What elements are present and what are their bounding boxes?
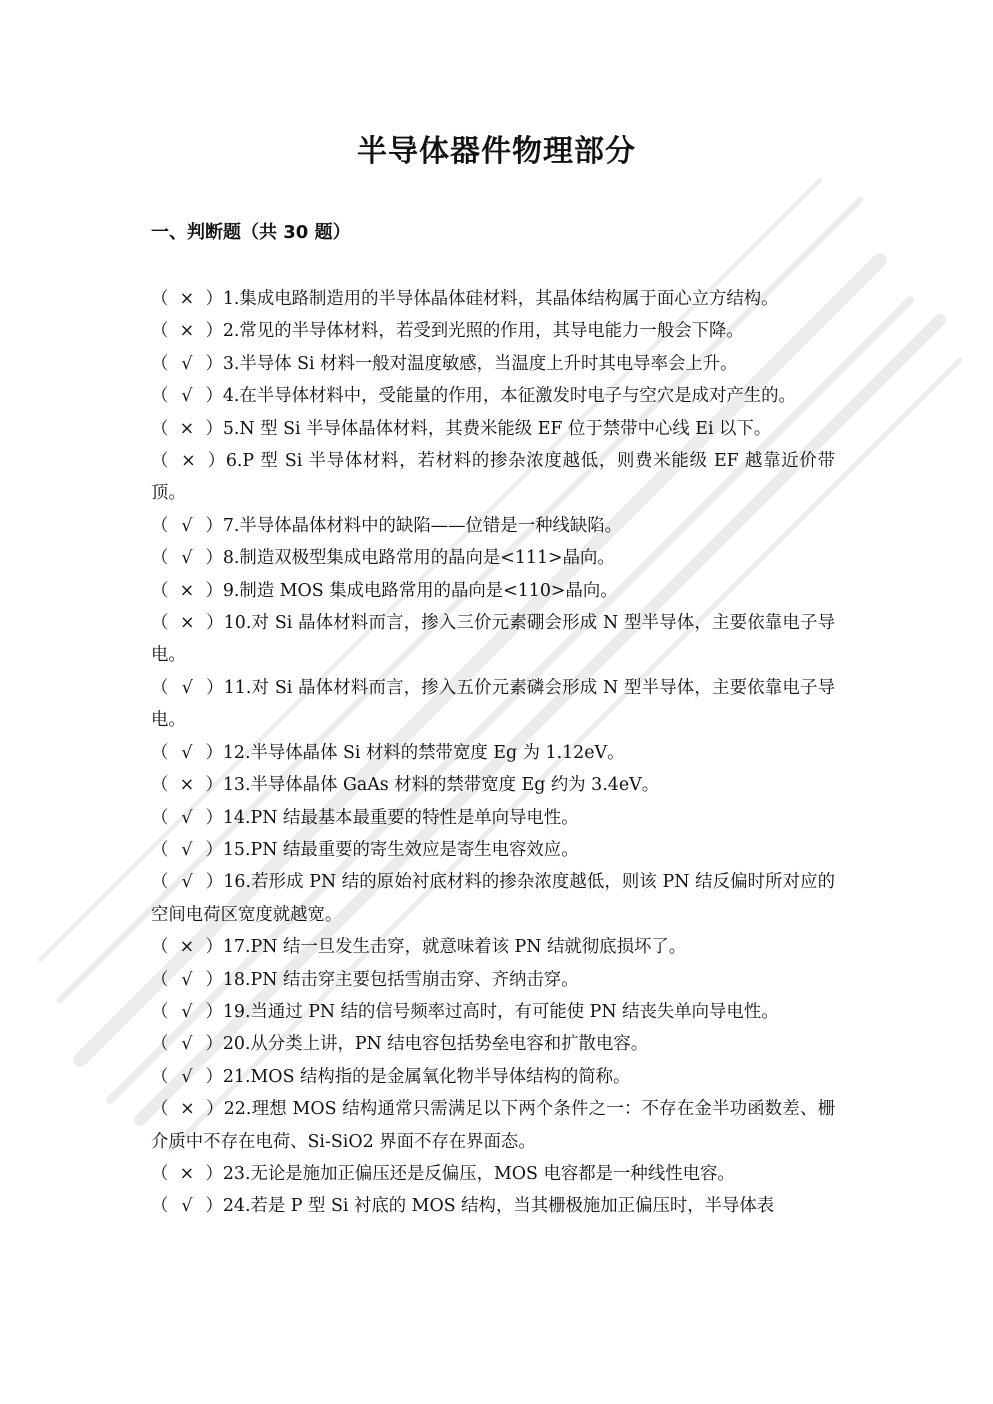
question-text: 15.PN 结最重要的寄生效应是寄生电容效应。	[222, 839, 579, 860]
question-item	[151, 834, 835, 866]
question-item	[151, 607, 835, 672]
answer-mark: （ √ ）	[151, 353, 223, 374]
answer-mark: （ √ ）	[151, 1034, 223, 1055]
answer-mark: （ √ ）	[151, 677, 224, 698]
answer-mark: （ × ）	[151, 289, 223, 309]
answer-mark: （ √ ）	[151, 1066, 223, 1087]
question-text: 11.对 Si 晶体材料而言，掺入五价元素磷会形成 N 型半导体，主要依靠电子导电。	[151, 677, 836, 731]
question-text: 3.半导体 Si 材料一般对温度敏感，当温度上升时其电导率会上升。	[222, 353, 738, 374]
question-text: 2.常见的半导体材料，若受到光照的作用，其导电能力一般会下降。	[222, 321, 744, 342]
question-text: 24.若是 P 型 Si 衬底的 MOS 结构，当其栅极施加正偏压时，半导体表	[222, 1196, 775, 1217]
question-text: 16.若形成 PN 结的原始衬底材料的掺杂浓度越低，则该 PN 结反偏时所对应的空间电荷区宽度就越宽。	[151, 872, 836, 925]
question-list	[151, 283, 835, 1223]
answer-mark: （ × ）	[151, 1099, 224, 1120]
answer-mark: （ × ）	[151, 418, 223, 439]
question-text: 17.PN 结一旦发生击穿，就意味着该 PN 结就彻底损坏了。	[222, 937, 687, 958]
question-text: 1.集成电路制造用的半导体晶体硅材料，其晶体结构属于面心立方结构。	[222, 289, 779, 309]
question-item	[151, 445, 835, 510]
question-text: 10.对 Si 晶体材料而言，掺入三价元素硼会形成 N 型半导体，主要依靠电子导电。	[151, 613, 836, 666]
question-text: 7.半导体晶体材料中的缺陷——位错是一种线缺陷。	[222, 515, 623, 536]
answer-mark: （ √ ）	[151, 515, 223, 536]
section-heading: 一、判断题（共 30 题）	[151, 222, 351, 243]
question-item	[151, 348, 835, 380]
answer-mark: （ × ）	[151, 321, 223, 342]
question-text: 8.制造双极型集成电路常用的晶向是<111>晶向。	[222, 548, 615, 569]
answer-mark: （ √ ）	[151, 548, 223, 569]
answer-mark: （ √ ）	[151, 386, 223, 407]
question-text: 14.PN 结最基本最重要的特性是单向导电性。	[222, 807, 579, 828]
question-text: 21.MOS 结构指的是金属氧化物半导体结构的简称。	[222, 1066, 631, 1087]
question-item	[151, 964, 835, 996]
question-item	[151, 769, 835, 801]
question-item	[151, 380, 835, 412]
answer-mark: （ √ ）	[151, 839, 223, 860]
question-item	[151, 802, 835, 834]
question-text: 5.N 型 Si 半导体晶体材料，其费米能级 EF 位于禁带中心线 Ei 以下。	[222, 418, 772, 439]
question-text: 13.半导体晶体 GaAs 材料的禁带宽度 Eg 约为 3.4eV。	[222, 775, 660, 796]
question-item	[151, 575, 835, 607]
answer-mark: （ √ ）	[151, 969, 223, 990]
question-item	[151, 1061, 835, 1093]
question-item	[151, 1028, 835, 1060]
answer-mark: （ √ ）	[151, 1001, 223, 1022]
question-item	[151, 315, 835, 347]
question-text: 4.在半导体材料中，受能量的作用，本征激发时电子与空穴是成对产生的。	[222, 386, 796, 407]
question-item	[151, 1190, 835, 1222]
answer-mark: （ × ）	[151, 1163, 223, 1184]
page-title: 半导体器件物理部分	[357, 134, 636, 169]
question-item	[151, 510, 835, 542]
question-item	[151, 996, 835, 1028]
answer-mark: （ √ ）	[151, 807, 223, 828]
question-item	[151, 283, 835, 315]
question-text: 20.从分类上讲，PN 结电容包括势垒电容和扩散电容。	[222, 1034, 649, 1055]
answer-mark: （ √ ）	[151, 742, 223, 763]
question-item	[151, 866, 835, 931]
question-item	[151, 1158, 835, 1190]
question-text: 6.P 型 Si 半导体材料，若材料的掺杂浓度越低，则费米能级 EF 越靠近价带顶。	[151, 451, 835, 504]
question-item	[151, 542, 835, 574]
question-item	[151, 737, 835, 769]
question-text: 12.半导体晶体 Si 材料的禁带宽度 Eg 为 1.12eV。	[222, 742, 625, 763]
answer-mark: （ × ）	[151, 451, 226, 472]
question-text: 22.理想 MOS 结构通常只需满足以下两个条件之一：不存在金半功函数差、栅介质中不存在电荷、Si-SiO2 界面不存在界面态。	[151, 1099, 836, 1152]
question-item	[151, 931, 835, 963]
question-text: 9.制造 MOS 集成电路常用的晶向是<110>晶向。	[222, 580, 618, 601]
question-text: 18.PN 结击穿主要包括雪崩击穿、齐纳击穿。	[222, 969, 579, 990]
answer-mark: （ √ ）	[151, 872, 224, 893]
question-item	[151, 672, 835, 737]
answer-mark: （ × ）	[151, 613, 224, 634]
answer-mark: （ × ）	[151, 580, 223, 601]
answer-mark: （ × ）	[151, 937, 223, 958]
question-item	[151, 1093, 835, 1158]
question-text: 19.当通过 PN 结的信号频率过高时，有可能使 PN 结丧失单向导电性。	[222, 1001, 779, 1022]
question-text: 23.无论是施加正偏压还是反偏压，MOS 电容都是一种线性电容。	[222, 1163, 735, 1184]
answer-mark: （ √ ）	[151, 1196, 223, 1217]
question-item	[151, 413, 835, 445]
answer-mark: （ × ）	[151, 775, 223, 796]
